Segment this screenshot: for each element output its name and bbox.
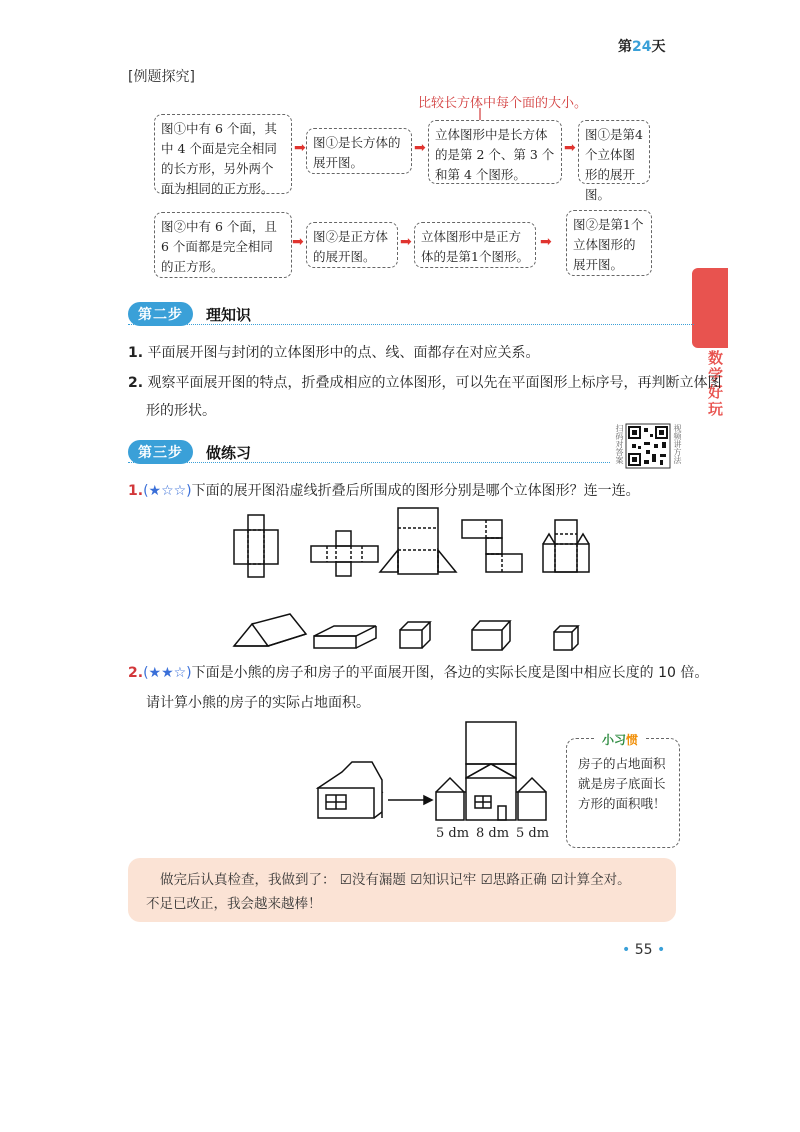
example-box-2-1: 图②中有 6 个面，且 6 个面都是完全相同的正方形。 — [154, 212, 292, 278]
step3-title: 做练习 — [206, 444, 252, 462]
check-icon: ☑ — [339, 872, 352, 888]
page-number: • 55 • — [622, 942, 666, 958]
arrow-right-icon: ➡ — [400, 234, 412, 250]
example-box-1-4: 图①是第4个立体图形的展开图。 — [578, 120, 650, 184]
step2-title: 理知识 — [206, 306, 252, 324]
dim-middle: 8 dm — [476, 826, 510, 841]
check-icon: ☑ — [551, 872, 564, 888]
step2-badge: 第二步 — [128, 302, 193, 326]
arrow-right-icon: ➡ — [564, 140, 576, 156]
habit-note-body: 房子的占地面积就是房子底面长方形的面积哦！ — [578, 756, 666, 811]
example-box-1-2: 图①是长方体的展开图。 — [306, 128, 412, 174]
question-2-line2: 请计算小熊的房子的实际占地面积。 — [146, 695, 370, 711]
day-header: 第24天 — [618, 39, 666, 55]
qr-left-label: 扫码对答案 — [615, 424, 624, 464]
step2-item-1: 1. 平面展开图与封闭的立体图形中的点、线、面都存在对应关系。 — [128, 345, 540, 361]
qr-right-label: 视频讲方法 — [673, 424, 682, 464]
side-tab-label: 数学好玩 — [706, 350, 724, 418]
arrow-right-icon: ➡ — [540, 234, 552, 250]
example-box-1-1: 图①中有 6 个面，其中 4 个面是完全相同的长方形，另外两个面为相同的正方形。 — [154, 114, 292, 194]
example-box-2-2: 图②是正方体的展开图。 — [306, 222, 398, 268]
step3-badge: 第三步 — [128, 440, 193, 464]
check-icon: ☑ — [480, 872, 493, 888]
question-1: 1.(★☆☆)下面的展开图沿虚线折叠后所围成的图形分别是哪个立体图形？连一连。 — [128, 483, 640, 499]
arrow-right-icon: ➡ — [294, 140, 306, 156]
arrow-right-icon: ➡ — [292, 234, 304, 250]
example-box-2-4: 图②是第1个立体图形的展开图。 — [566, 210, 652, 276]
example-label: [例题探究] — [128, 69, 195, 85]
example-annotation: 比较长方体中每个面的大小。 — [418, 96, 588, 111]
self-check-bar — [128, 858, 676, 922]
arrow-right-icon: ➡ — [414, 140, 426, 156]
dim-right: 5 dm — [516, 826, 550, 841]
check-icon: ☑ — [410, 872, 423, 888]
dim-left: 5 dm — [436, 826, 470, 841]
example-box-1-3: 立体图形中是长方体的是第 2 个、第 3 个和第 4 个图形。 — [428, 120, 562, 184]
self-check-line-1: 做完后认真检查，我做到了： ☑没有漏题 ☑知识记牢 ☑思路正确 ☑计算全对。 — [160, 872, 631, 888]
example-box-2-3: 立体图形中是正方体的是第1个图形。 — [414, 222, 536, 268]
step2-item-2-cont: 形的形状。 — [146, 403, 216, 419]
habit-note-title: 小习惯 — [596, 731, 644, 748]
question-2: 2.(★★☆)下面是小熊的房子和房子的平面展开图，各边的实际长度是图中相应长度的 10 倍。 — [128, 665, 709, 681]
self-check-line-2: 不足已改正，我会越来越棒！ — [146, 896, 322, 912]
step2-item-2: 2. 观察平面展开图的特点，折叠成相应的立体图形，可以先在平面图形上标序号，再判断立体图 — [128, 375, 722, 391]
